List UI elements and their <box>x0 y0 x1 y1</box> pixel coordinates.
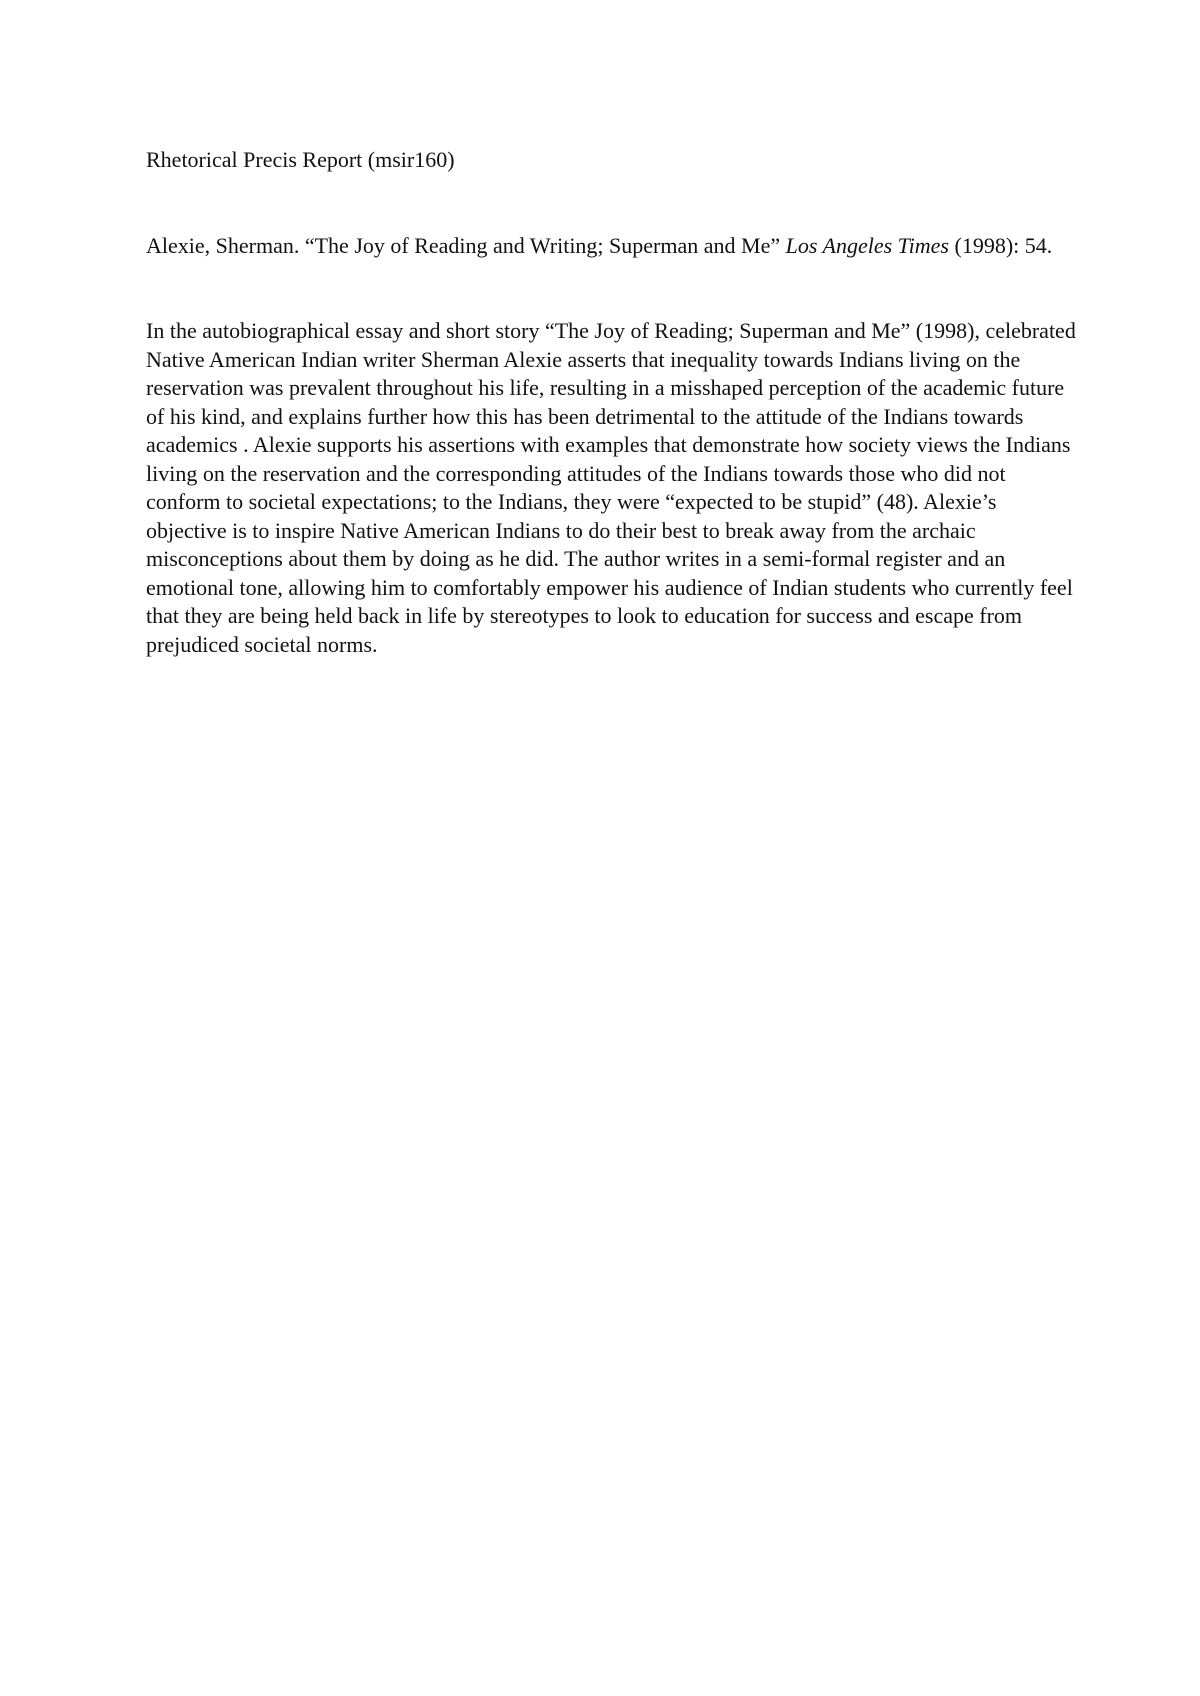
document-title: Rhetorical Precis Report (msir160) <box>146 147 455 172</box>
citation-publication: Los Angeles Times <box>785 232 949 258</box>
citation-date-page: (1998): 54. <box>954 232 1053 258</box>
document-body <box>146 146 1076 659</box>
works-cited-entry <box>146 232 1076 261</box>
citation-author-and-title: Alexie, Sherman. “The Joy of Reading and Writing; Superman and Me” <box>146 232 781 258</box>
precis-paragraph: In the autobiographical essay and short story “The Joy of Reading; Superman and Me” (1998), celebrated Native American Indian writer Sherman Alexie asserts that inequality towards Indians living on the reservation was prevalent throughout his life, resulting in a misshaped perception of the academic future of his kind, and explains further how this has been detrimental to the attitude of the Indians towards academics . Alexie supports his assertions with examples that demonstrate how society views the Indians living on the reservation and the corresponding attitudes of the Indians towards those who did not conform to societal expectations; to the Indians, they were “expected to be stupid” (48). Alexie’s objective is to inspire Native American Indians to do their best to break away from the archaic misconceptions about them by doing as he did. The author writes in a semi-formal register and an emotional tone, allowing him to comfortably empower his audience of Indian students who currently feel that they are being held back in life by stereotypes to look to education for success and escape from prejudiced societal norms. <box>146 318 1076 657</box>
